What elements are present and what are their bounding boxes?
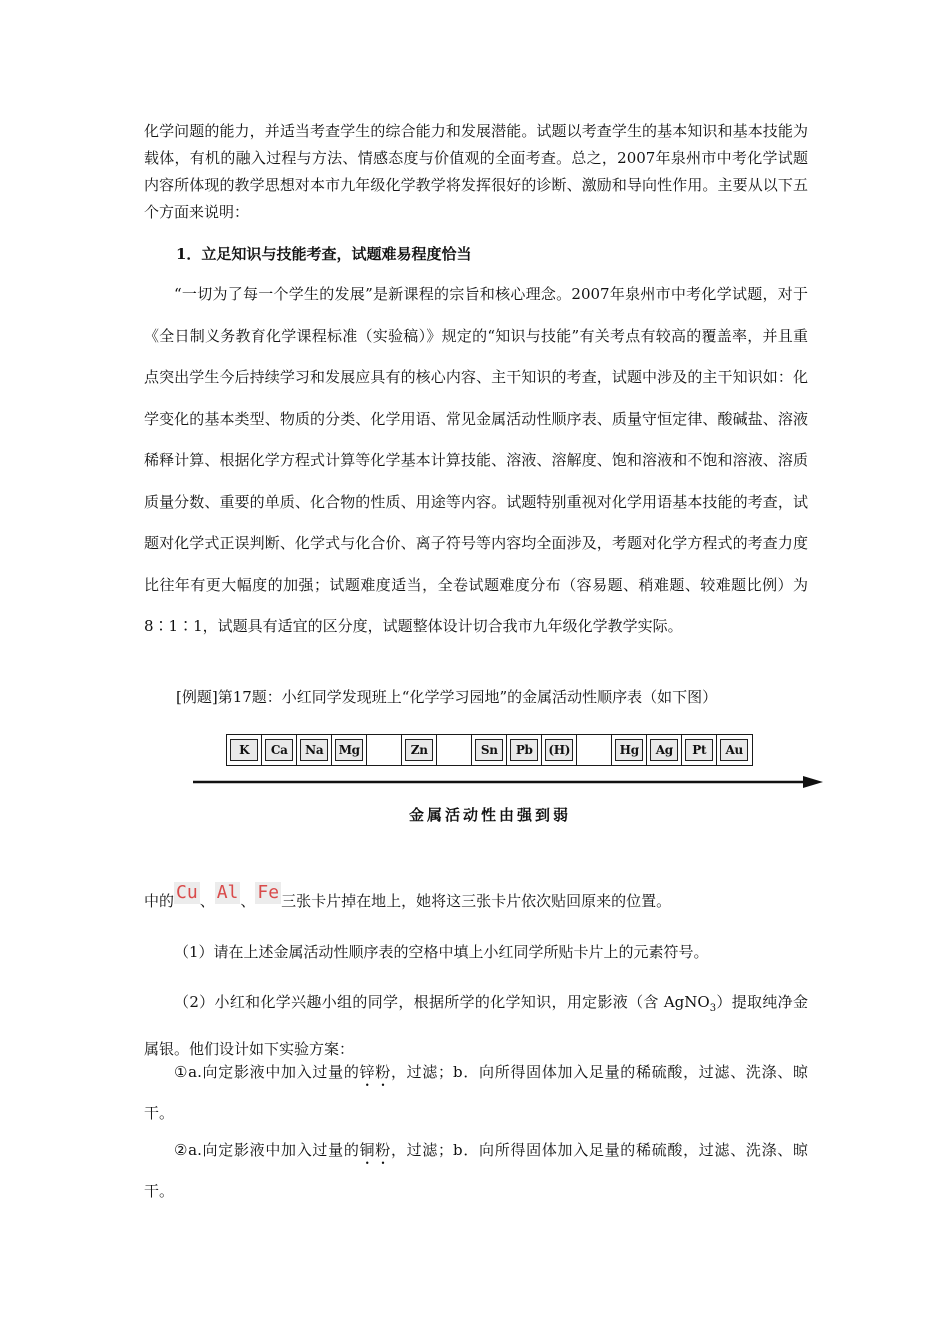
series-cell bbox=[611, 734, 648, 766]
arrow-label: 金属活动性由强到弱 bbox=[408, 806, 571, 824]
plan-1 bbox=[144, 1052, 808, 1134]
question-2-text: （2）小红和化学兴趣小组的同学，根据所学的化学知识，用定影液（含 AgNO bbox=[174, 993, 710, 1011]
series-cell bbox=[401, 734, 438, 766]
plan-2-text: ②a.向定影液中加入过量的 bbox=[174, 1141, 360, 1159]
cards-sentence bbox=[144, 880, 671, 922]
arrow-right-icon bbox=[193, 772, 823, 792]
series-cell bbox=[506, 734, 543, 766]
plan-1-emphasis: 锌粉 bbox=[359, 1063, 391, 1081]
plan-1-text: ①a.向定影液中加入过量的 bbox=[174, 1063, 360, 1081]
series-blank-cell bbox=[436, 734, 473, 766]
card-al: Al bbox=[216, 882, 239, 903]
element-symbol: Pb bbox=[510, 739, 538, 761]
plan-1-text-end: ，过滤；b．向所得固体加入足量的稀硫酸，过滤、洗涤、晾干。 bbox=[144, 1063, 808, 1122]
element-symbol: Ag bbox=[650, 739, 678, 761]
series-cell bbox=[716, 734, 753, 766]
element-symbol: K bbox=[230, 739, 258, 761]
series-blank-cell bbox=[366, 734, 403, 766]
series-cell bbox=[296, 734, 333, 766]
element-symbol: Sn bbox=[475, 739, 503, 761]
element-symbol: Hg bbox=[615, 739, 643, 761]
element-symbol: (H) bbox=[545, 739, 573, 761]
cards-separator: 、 bbox=[240, 892, 256, 910]
metal-activity-series-table bbox=[226, 734, 753, 766]
plan-2 bbox=[144, 1130, 808, 1212]
series-cell bbox=[646, 734, 683, 766]
card-fe: Fe bbox=[257, 882, 280, 903]
example-intro: [例题]第17题：小红同学发现班上“化学学习园地”的金属活动性顺序表（如下图） bbox=[176, 688, 718, 706]
series-cell bbox=[331, 734, 368, 766]
question-2-text-end: ）提取纯净金属银。他们设计如下实验方案： bbox=[144, 993, 808, 1058]
question-1: （1）请在上述金属活动性顺序表的空格中填上小红同学所贴卡片上的元素符号。 bbox=[174, 943, 709, 961]
cards-suffix: 三张卡片掉在地上，她将这三张卡片依次贴回原来的位置。 bbox=[281, 892, 672, 910]
plan-2-text-end: ，过滤；b．向所得固体加入足量的稀硫酸，过滤、洗涤、晾干。 bbox=[144, 1141, 808, 1200]
paragraph-intro: 化学问题的能力，并适当考查学生的综合能力和发展潜能。试题以考查学生的基本知识和基本技能为载体，有机的融入过程与方法、情感态度与价值观的全面考查。总之，2007年泉州市中考化学试题内容所体现的教学思想对本市九年级化学教学将发挥很好的诊断、激励和导向性作用。主要从以下五个方面来说明： bbox=[144, 122, 808, 221]
paragraph-knowledge-skills: “一切为了每一个学生的发展”是新课程的宗旨和核心理念。2007年泉州市中考化学试题，对于《全日制义务教育化学课程标准（实验稿）》规定的“知识与技能”有关考点有较高的覆盖率，并且重点突出学生今后持续学习和发展应具有的核心内容、主干知识的考查，试题中涉及的主干知识如：化学变化的基本类型、物质的分类、化学用语、常见金属活动性顺序表、质量守恒定律、酸碱盐、溶液稀释计算、根据化学方程式计算等化学基本计算技能、溶液、溶解度、饱和溶液和不饱和溶液、溶质质量分数、重要的单质、化合物的性质、用途等内容。试题特别重视对化学用语基本技能的考查，试题对化学式正误判断、化学式与化合价、离子符号等内容均全面涉及，考题对化学方程式的考查力度比往年有更大幅度的加强；试题难度适当，全卷试题难度分布（容易题、稍难题、较难题比例）为8∶1∶1，试题具有适宜的区分度，试题整体设计切合我市九年级化学教学实际。 bbox=[144, 285, 808, 635]
element-symbol: Mg bbox=[335, 739, 363, 761]
series-cell bbox=[261, 734, 298, 766]
series-cell bbox=[226, 734, 263, 766]
series-cell bbox=[681, 734, 718, 766]
element-symbol: Ca bbox=[265, 739, 293, 761]
series-cell bbox=[471, 734, 508, 766]
series-blank-cell bbox=[576, 734, 613, 766]
question-2-subscript: 3 bbox=[709, 1003, 717, 1014]
card-cu: Cu bbox=[176, 882, 198, 903]
section-heading: 1．立足知识与技能考查，试题难易程度恰当 bbox=[176, 245, 472, 263]
element-symbol: Zn bbox=[405, 739, 433, 761]
series-cell bbox=[541, 734, 578, 766]
plan-2-emphasis: 铜粉 bbox=[359, 1141, 391, 1159]
cards-separator: 、 bbox=[199, 892, 215, 910]
element-symbol: Au bbox=[720, 739, 748, 761]
element-symbol: Pt bbox=[685, 739, 713, 761]
element-symbol: Na bbox=[300, 739, 328, 761]
cards-prefix: 中的 bbox=[144, 892, 175, 910]
